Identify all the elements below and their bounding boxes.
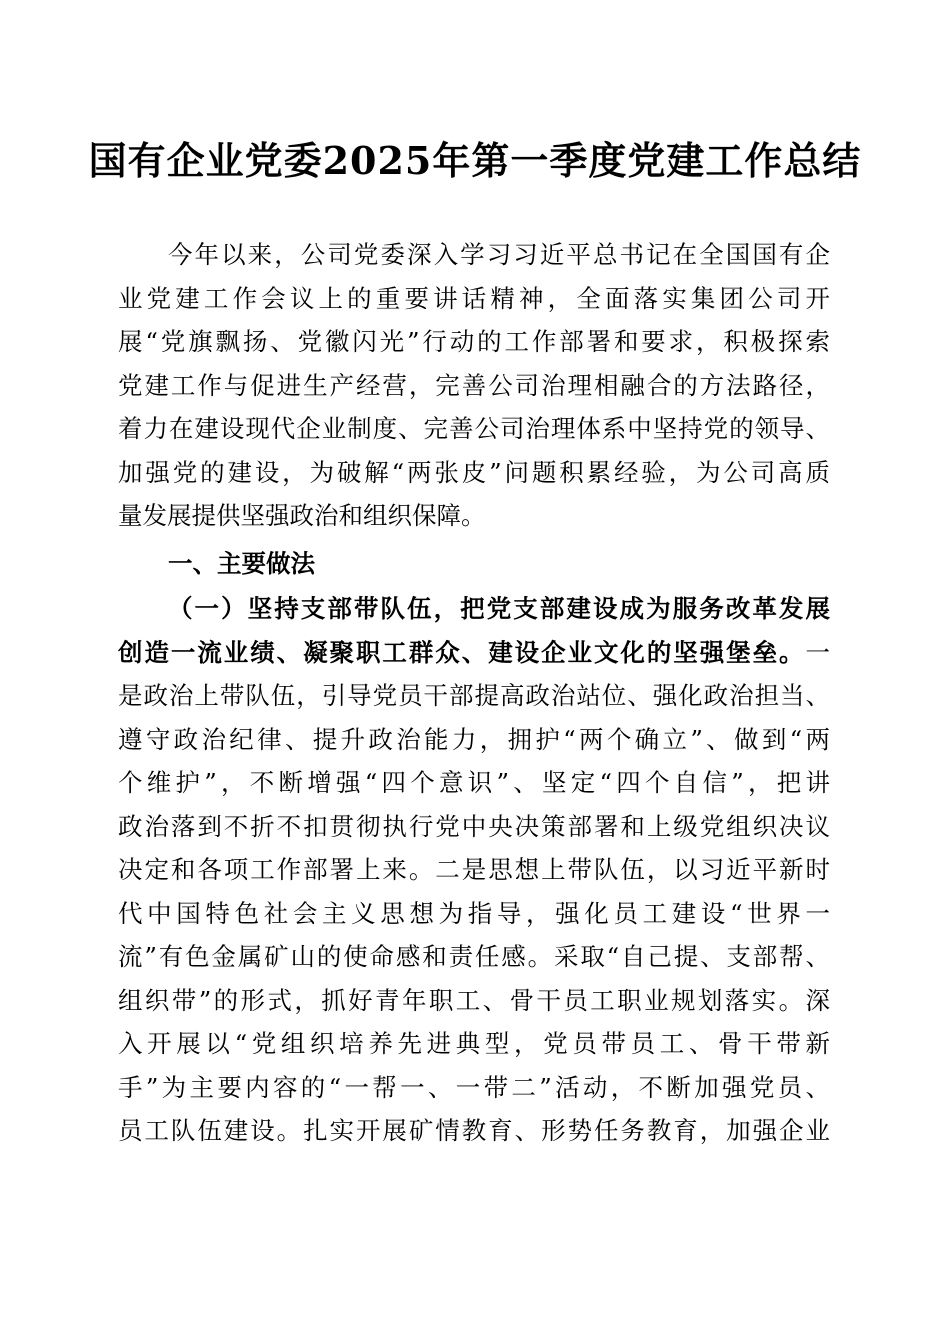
body-line: 代中国特色社会主义思想为指导，强化员工建设“世界一 (118, 899, 830, 928)
body-line: 是政治上带队伍，引导党员干部提高政治站位、强化政治担当、 (118, 681, 830, 710)
intro-line: 今年以来，公司党委深入学习习近平总书记在全国国有企 (168, 240, 830, 269)
body-line: 员工队伍建设。扎实开展矿情教育、形势任务教育，加强企业 (118, 1116, 830, 1145)
section-heading: 一、主要做法 (168, 549, 315, 578)
intro-line: 着力在建设现代企业制度、完善公司治理体系中坚持党的领导、 (118, 414, 830, 443)
body-line: 个维护”，不断增强“四个意识”、坚定“四个自信”，把讲 (118, 768, 830, 797)
document-title: 国有企业党委2025年第一季度党建工作总结 (88, 138, 862, 183)
body-line: 入开展以“党组织培养先进典型，党员带员工、骨干带新 (118, 1029, 830, 1058)
body-text-start: 一 (805, 638, 830, 667)
subsection-lead: （一）坚持支部带队伍，把党支部建设成为服务改革发展 (168, 594, 830, 623)
body-line: 政治落到不折不扣贯彻执行党中央决策部署和上级党组织决议 (118, 812, 830, 841)
intro-line: 业党建工作会议上的重要讲话精神，全面落实集团公司开 (118, 284, 830, 313)
subsection-lead-text: 创造一流业绩、凝聚职工群众、建设企业文化的坚强堡垒。 (118, 638, 806, 667)
subsection-lead-line2 (118, 634, 830, 672)
body-line: 遵守政治纪律、提升政治能力，拥护“两个确立”、做到“两 (118, 725, 830, 754)
intro-line: 量发展提供坚强政治和组织保障。 (118, 501, 486, 530)
body-line: 决定和各项工作部署上来。二是思想上带队伍，以习近平新时 (118, 855, 830, 884)
intro-line: 党建工作与促进生产经营，完善公司治理相融合的方法路径， (118, 371, 830, 400)
body-line: 组织带”的形式，抓好青年职工、骨干员工职业规划落实。深 (118, 986, 830, 1015)
body-line: 手”为主要内容的“一帮一、一带二”活动，不断加强党员、 (118, 1073, 830, 1102)
body-line: 流”有色金属矿山的使命感和责任感。采取“自己提、支部帮、 (118, 942, 830, 971)
intro-line: 加强党的建设，为破解“两张皮”问题积累经验，为公司高质 (118, 458, 830, 487)
intro-line: 展“党旗飘扬、党徽闪光”行动的工作部署和要求，积极探索 (118, 327, 830, 356)
